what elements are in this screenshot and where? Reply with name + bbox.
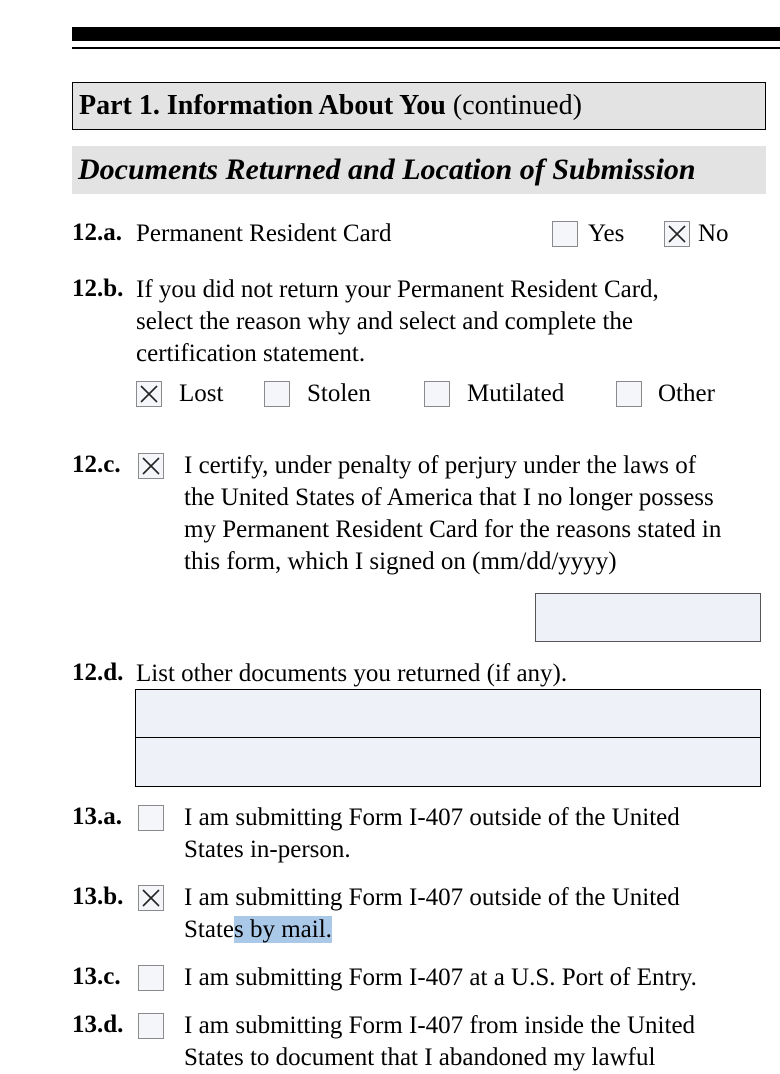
question-12b-line-1: If you did not return your Permanent Resident Card, (136, 276, 659, 303)
question-13b-line-1: I am submitting Form I-407 outside of the United (184, 884, 680, 911)
x-mark-icon (139, 384, 159, 404)
x-mark-icon (667, 224, 687, 244)
question-13d-line-2: States to document that I abandoned my lawful (184, 1044, 656, 1071)
checkbox-13c[interactable] (138, 965, 164, 991)
question-13a-line-1: I am submitting Form I-407 outside of the United (184, 804, 680, 831)
other-documents-field-1[interactable] (135, 689, 761, 739)
question-12b-line-2: select the reason why and select and complete the (136, 308, 634, 335)
question-12c-line-2: the United States of America that I no longer possess (184, 484, 714, 511)
checkbox-13d[interactable] (138, 1013, 164, 1039)
item-number-13b: 13.b. (72, 883, 124, 910)
part-header: Part 1. Information About You (continued) (72, 82, 766, 130)
item-number-13c: 13.c. (72, 963, 121, 990)
checkbox-12b-stolen[interactable] (264, 381, 290, 407)
item-number-13d: 13.d. (72, 1011, 124, 1038)
date-signed-field[interactable] (535, 593, 761, 642)
question-13b-line-2-plain: State (184, 916, 234, 943)
x-mark-icon (141, 888, 161, 908)
checkbox-12a-yes[interactable] (552, 221, 578, 247)
question-12d-label: List other documents you returned (if any). (136, 660, 568, 687)
question-13b-line-2 (184, 914, 332, 946)
top-thin-rule (72, 47, 780, 49)
item-number-12d: 12.d. (72, 659, 124, 686)
checkbox-12b-other[interactable] (616, 381, 642, 407)
checkbox-12a-yes-label: Yes (588, 220, 625, 247)
item-number-12c: 12.c. (72, 451, 121, 478)
checkbox-13a[interactable] (138, 805, 164, 831)
checkbox-12a-no[interactable] (664, 221, 690, 247)
section-title: Documents Returned and Location of Submission (72, 146, 766, 194)
question-12a-label: Permanent Resident Card (136, 220, 392, 247)
checkbox-12c-certify[interactable] (138, 453, 164, 479)
checkbox-12b-mutilated-label: Mutilated (467, 380, 565, 407)
question-12c-line-4: this form, which I signed on (mm/dd/yyyy) (184, 548, 617, 575)
item-number-12b: 12.b. (72, 275, 124, 302)
other-documents-field-2[interactable] (135, 737, 761, 787)
top-thick-rule (72, 27, 780, 41)
checkbox-13b[interactable] (138, 885, 164, 911)
checkbox-12b-lost[interactable] (136, 381, 162, 407)
checkbox-12b-lost-label: Lost (179, 380, 224, 407)
question-12c-line-3: my Permanent Resident Card for the reasons stated in (184, 516, 722, 543)
checkbox-12b-other-label: Other (658, 380, 715, 407)
question-12c-line-1: I certify, under penalty of perjury under the laws of (184, 452, 697, 479)
item-number-13a: 13.a. (72, 803, 122, 830)
question-12b-line-3: certification statement. (136, 340, 366, 367)
item-number-12a: 12.a. (72, 219, 122, 246)
checkbox-12b-stolen-label: Stolen (307, 380, 371, 407)
question-13d-line-1: I am submitting Form I-407 from inside the United (184, 1012, 696, 1039)
question-13a-line-2: States in-person. (184, 836, 351, 863)
text-selection-highlight[interactable]: s by mail. (234, 916, 332, 943)
checkbox-12b-mutilated[interactable] (424, 381, 450, 407)
x-mark-icon (141, 456, 161, 476)
question-13c-line: I am submitting Form I-407 at a U.S. Port of Entry. (184, 964, 697, 991)
checkbox-12a-no-label: No (698, 220, 729, 247)
